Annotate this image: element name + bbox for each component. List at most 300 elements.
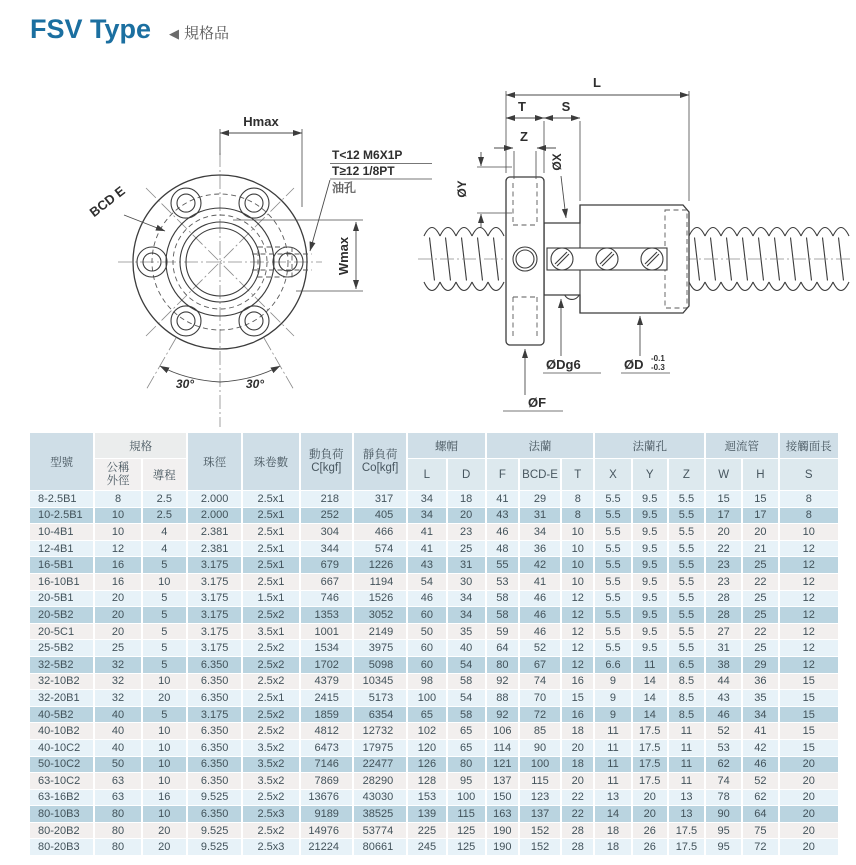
model-cell: 80-20B3: [30, 839, 93, 855]
value-cell: 2.5x2: [243, 674, 298, 690]
value-cell: 11: [669, 740, 704, 756]
model-cell: 20-5B2: [30, 607, 93, 623]
value-cell: 42: [520, 557, 560, 573]
value-cell: 126: [408, 757, 445, 773]
table-row: [30, 790, 838, 806]
value-cell: 32: [95, 690, 140, 706]
value-cell: 46: [487, 524, 518, 540]
value-cell: 15: [780, 740, 839, 756]
value-cell: 3.5x1: [243, 624, 298, 640]
value-cell: 137: [487, 773, 518, 789]
value-cell: 2.000: [188, 491, 241, 507]
value-cell: 1526: [354, 591, 406, 607]
value-cell: 46: [520, 607, 560, 623]
value-cell: 1226: [354, 557, 406, 573]
table-row: [30, 839, 838, 855]
value-cell: 95: [706, 823, 741, 839]
value-cell: 90: [706, 806, 741, 822]
value-cell: 58: [487, 607, 518, 623]
value-cell: 6.350: [188, 773, 241, 789]
value-cell: 46: [408, 591, 445, 607]
value-cell: 304: [301, 524, 352, 540]
dim-D: ØD: [624, 357, 644, 372]
value-cell: 12: [95, 541, 140, 557]
table-row: [30, 707, 838, 723]
model-cell: 16-10B1: [30, 574, 93, 590]
value-cell: 10: [143, 757, 186, 773]
value-cell: 10: [95, 524, 140, 540]
value-cell: 22: [743, 624, 777, 640]
model-cell: 8-2.5B1: [30, 491, 93, 507]
value-cell: 58: [448, 674, 485, 690]
col-model: 型號: [30, 433, 93, 490]
value-cell: 6.350: [188, 806, 241, 822]
value-cell: 5: [143, 640, 186, 656]
value-cell: 16: [95, 574, 140, 590]
value-cell: 7869: [301, 773, 352, 789]
value-cell: 53: [487, 574, 518, 590]
value-cell: 25: [448, 541, 485, 557]
value-cell: 41: [487, 491, 518, 507]
value-cell: 95: [706, 839, 741, 855]
value-cell: 15: [780, 674, 839, 690]
value-cell: 125: [448, 823, 485, 839]
colgroup-flange: 法蘭: [487, 433, 594, 458]
value-cell: 18: [562, 757, 593, 773]
value-cell: 8.5: [669, 674, 704, 690]
value-cell: 5.5: [669, 557, 704, 573]
value-cell: 100: [408, 690, 445, 706]
value-cell: 20: [633, 806, 667, 822]
value-cell: 41: [408, 541, 445, 557]
value-cell: 5.5: [669, 591, 704, 607]
value-cell: 35: [743, 690, 777, 706]
value-cell: 42: [743, 740, 777, 756]
value-cell: 88: [487, 690, 518, 706]
value-cell: 3.175: [188, 574, 241, 590]
value-cell: 16: [143, 790, 186, 806]
value-cell: 102: [408, 723, 445, 739]
oil-hole-note: [310, 148, 432, 251]
value-cell: 150: [487, 790, 518, 806]
table-row: [30, 757, 838, 773]
value-cell: 20: [143, 839, 186, 855]
oil-note-line1: T<12 M6X1P: [332, 148, 403, 162]
value-cell: 11: [669, 757, 704, 773]
drawing-svg: [0, 55, 856, 433]
value-cell: 218: [301, 491, 352, 507]
table-row: [30, 657, 838, 673]
value-cell: 5.5: [669, 640, 704, 656]
value-cell: 90: [520, 740, 560, 756]
angle-right-label: 30°: [245, 377, 265, 391]
value-cell: 12: [780, 541, 839, 557]
value-cell: 5: [143, 624, 186, 640]
value-cell: 62: [743, 790, 777, 806]
value-cell: 225: [408, 823, 445, 839]
value-cell: 100: [448, 790, 485, 806]
value-cell: 5.5: [595, 607, 630, 623]
value-cell: 1353: [301, 607, 352, 623]
page-header: [30, 14, 229, 45]
table-row: [30, 823, 838, 839]
front-view: [87, 114, 432, 427]
value-cell: 14: [633, 690, 667, 706]
value-cell: 20: [95, 624, 140, 640]
spec-table: [28, 432, 840, 856]
value-cell: 344: [301, 541, 352, 557]
value-cell: 11: [595, 757, 630, 773]
value-cell: 41: [743, 723, 777, 739]
table-row: [30, 607, 838, 623]
value-cell: 52: [520, 640, 560, 656]
value-cell: 9: [595, 707, 630, 723]
value-cell: 21224: [301, 839, 352, 855]
value-cell: 4: [143, 524, 186, 540]
value-cell: 20: [780, 790, 839, 806]
value-cell: 40: [95, 723, 140, 739]
value-cell: 2.5x2: [243, 707, 298, 723]
value-cell: 80661: [354, 839, 406, 855]
value-cell: 405: [354, 508, 406, 524]
value-cell: 54: [448, 657, 485, 673]
value-cell: 34: [408, 508, 445, 524]
value-cell: 5.5: [595, 557, 630, 573]
table-row: [30, 491, 838, 507]
value-cell: 2.5x2: [243, 790, 298, 806]
value-cell: 3.175: [188, 557, 241, 573]
value-cell: 1702: [301, 657, 352, 673]
value-cell: 9.5: [633, 491, 667, 507]
col-lead: 導程: [143, 459, 186, 490]
col-D: D: [448, 459, 485, 490]
value-cell: 12: [780, 557, 839, 573]
value-cell: 70: [520, 690, 560, 706]
model-cell: 25-5B2: [30, 640, 93, 656]
value-cell: 15: [780, 690, 839, 706]
value-cell: 5: [143, 607, 186, 623]
value-cell: 25: [743, 640, 777, 656]
value-cell: 20: [780, 839, 839, 855]
value-cell: 15: [780, 723, 839, 739]
value-cell: 15: [706, 491, 741, 507]
value-cell: 21: [743, 541, 777, 557]
model-cell: 32-10B2: [30, 674, 93, 690]
value-cell: 63: [95, 790, 140, 806]
value-cell: 6.350: [188, 657, 241, 673]
value-cell: 41: [520, 574, 560, 590]
value-cell: 65: [448, 740, 485, 756]
value-cell: 31: [520, 508, 560, 524]
value-cell: 15: [562, 690, 593, 706]
value-cell: 22: [562, 790, 593, 806]
value-cell: 13: [669, 806, 704, 822]
value-cell: 245: [408, 839, 445, 855]
model-cell: 80-10B3: [30, 806, 93, 822]
col-L: L: [408, 459, 445, 490]
value-cell: 3.5x2: [243, 773, 298, 789]
value-cell: 9.5: [633, 591, 667, 607]
value-cell: 2.381: [188, 541, 241, 557]
value-cell: 20: [780, 773, 839, 789]
value-cell: 2.5x3: [243, 806, 298, 822]
value-cell: 18: [595, 839, 630, 855]
value-cell: 20: [95, 591, 140, 607]
value-cell: 4379: [301, 674, 352, 690]
value-cell: 5.5: [669, 624, 704, 640]
value-cell: 34: [448, 607, 485, 623]
value-cell: 3.175: [188, 624, 241, 640]
value-cell: 54: [408, 574, 445, 590]
value-cell: 2.5: [143, 508, 186, 524]
value-cell: 120: [408, 740, 445, 756]
value-cell: 20: [562, 740, 593, 756]
model-cell: 80-20B2: [30, 823, 93, 839]
value-cell: 9: [595, 690, 630, 706]
value-cell: 14976: [301, 823, 352, 839]
value-cell: 80: [95, 806, 140, 822]
dim-D-tol-upper: -0.1: [651, 354, 665, 363]
value-cell: 60: [408, 607, 445, 623]
value-cell: 18: [448, 491, 485, 507]
value-cell: 38: [706, 657, 741, 673]
value-cell: 18: [562, 723, 593, 739]
value-cell: 11: [669, 723, 704, 739]
value-cell: 65: [448, 723, 485, 739]
value-cell: 17975: [354, 740, 406, 756]
value-cell: 5: [143, 657, 186, 673]
side-view: [418, 75, 853, 411]
dim-L: L: [593, 75, 601, 90]
value-cell: 1859: [301, 707, 352, 723]
table-row: [30, 624, 838, 640]
value-cell: 5.5: [595, 574, 630, 590]
oil-note-line3: 油孔: [332, 181, 357, 195]
value-cell: 22: [743, 574, 777, 590]
value-cell: 8: [562, 491, 593, 507]
value-cell: 12: [562, 607, 593, 623]
value-cell: 20: [743, 524, 777, 540]
value-cell: 12: [780, 640, 839, 656]
value-cell: 16: [562, 674, 593, 690]
model-cell: 63-10C2: [30, 773, 93, 789]
value-cell: 43: [706, 690, 741, 706]
value-cell: 11: [595, 773, 630, 789]
table-row: [30, 574, 838, 590]
value-cell: 5.5: [669, 508, 704, 524]
model-cell: 32-5B2: [30, 657, 93, 673]
value-cell: 12732: [354, 723, 406, 739]
col-Y: Y: [633, 459, 667, 490]
table-row: [30, 723, 838, 739]
value-cell: 6.350: [188, 723, 241, 739]
dim-Z: Z: [520, 129, 528, 144]
value-cell: 6.6: [595, 657, 630, 673]
table-row: [30, 591, 838, 607]
value-cell: 6473: [301, 740, 352, 756]
value-cell: 17.5: [633, 740, 667, 756]
value-cell: 3.175: [188, 640, 241, 656]
dim-Dg6: ØDg6: [546, 357, 581, 372]
table-row: [30, 773, 838, 789]
value-cell: 20: [780, 806, 839, 822]
value-cell: 2.5x2: [243, 657, 298, 673]
value-cell: 29: [520, 491, 560, 507]
spec-table-wrap: [28, 432, 840, 856]
model-cell: 40-10B2: [30, 723, 93, 739]
value-cell: 78: [706, 790, 741, 806]
flange-plate: [506, 177, 544, 345]
value-cell: 10: [562, 541, 593, 557]
value-cell: 31: [448, 557, 485, 573]
value-cell: 190: [487, 839, 518, 855]
value-cell: 8.5: [669, 707, 704, 723]
table-body: [30, 491, 838, 855]
value-cell: 72: [520, 707, 560, 723]
value-cell: 92: [487, 674, 518, 690]
value-cell: 5: [143, 557, 186, 573]
value-cell: 10: [143, 773, 186, 789]
value-cell: 41: [408, 524, 445, 540]
value-cell: 46: [520, 624, 560, 640]
value-cell: 60: [408, 657, 445, 673]
value-cell: 2.5x1: [243, 557, 298, 573]
value-cell: 25: [743, 557, 777, 573]
value-cell: 25: [95, 640, 140, 656]
value-cell: 5: [143, 707, 186, 723]
value-cell: 746: [301, 591, 352, 607]
value-cell: 20: [143, 690, 186, 706]
value-cell: 63: [95, 773, 140, 789]
bcd-label: BCD E: [86, 183, 128, 220]
table-row: [30, 541, 838, 557]
value-cell: 2.5x1: [243, 491, 298, 507]
dim-X: ØX: [550, 153, 564, 171]
value-cell: 2.000: [188, 508, 241, 524]
page-subtitle-label: 規格品: [184, 25, 230, 42]
value-cell: 34: [448, 591, 485, 607]
value-cell: 679: [301, 557, 352, 573]
value-cell: 3975: [354, 640, 406, 656]
value-cell: 10345: [354, 674, 406, 690]
value-cell: 22477: [354, 757, 406, 773]
dim-D-tol-lower: -0.3: [651, 363, 665, 372]
col-ball-circuits: 珠卷數: [243, 433, 298, 490]
value-cell: 23: [706, 574, 741, 590]
table-row: [30, 557, 838, 573]
value-cell: 5.5: [595, 591, 630, 607]
value-cell: 58: [448, 707, 485, 723]
value-cell: 190: [487, 823, 518, 839]
value-cell: 28: [706, 591, 741, 607]
value-cell: 5.5: [669, 491, 704, 507]
model-cell: 16-5B1: [30, 557, 93, 573]
value-cell: 10: [143, 674, 186, 690]
value-cell: 50: [408, 624, 445, 640]
value-cell: 25: [743, 607, 777, 623]
value-cell: 10: [562, 524, 593, 540]
value-cell: 12: [562, 657, 593, 673]
value-cell: 3.175: [188, 707, 241, 723]
value-cell: 40: [448, 640, 485, 656]
value-cell: 4: [143, 541, 186, 557]
value-cell: 5.5: [669, 574, 704, 590]
value-cell: 43: [487, 508, 518, 524]
value-cell: 54: [448, 690, 485, 706]
value-cell: 9.5: [633, 524, 667, 540]
col-BCD-E: BCD-E: [520, 459, 560, 490]
value-cell: 34: [520, 524, 560, 540]
value-cell: 2.5x3: [243, 839, 298, 855]
col-static-load: 靜負荷 Co[kgf]: [354, 433, 406, 490]
value-cell: 30: [448, 574, 485, 590]
value-cell: 16: [95, 557, 140, 573]
value-cell: 8: [562, 508, 593, 524]
value-cell: 20: [143, 823, 186, 839]
value-cell: 17.5: [633, 757, 667, 773]
table-row: [30, 640, 838, 656]
model-cell: 40-5B2: [30, 707, 93, 723]
value-cell: 2.5: [143, 491, 186, 507]
value-cell: 2.5x1: [243, 541, 298, 557]
colgroup-nut: 螺帽: [408, 433, 484, 458]
model-cell: 10-4B1: [30, 524, 93, 540]
value-cell: 20: [780, 823, 839, 839]
value-cell: 5173: [354, 690, 406, 706]
hmax-label: Hmax: [243, 114, 279, 129]
value-cell: 466: [354, 524, 406, 540]
value-cell: 40: [95, 740, 140, 756]
value-cell: 6.350: [188, 757, 241, 773]
value-cell: 100: [520, 757, 560, 773]
value-cell: 17.5: [633, 723, 667, 739]
col-H: H: [743, 459, 777, 490]
value-cell: 2.5x1: [243, 508, 298, 524]
value-cell: 10: [562, 574, 593, 590]
value-cell: 85: [520, 723, 560, 739]
value-cell: 3.5x2: [243, 740, 298, 756]
value-cell: 128: [408, 773, 445, 789]
value-cell: 14: [633, 707, 667, 723]
value-cell: 2.5x2: [243, 640, 298, 656]
value-cell: 32: [95, 674, 140, 690]
value-cell: 14: [595, 806, 630, 822]
value-cell: 36: [743, 674, 777, 690]
value-cell: 9.5: [633, 541, 667, 557]
value-cell: 17.5: [669, 823, 704, 839]
value-cell: 10: [143, 723, 186, 739]
value-cell: 58: [487, 591, 518, 607]
value-cell: 115: [448, 806, 485, 822]
value-cell: 5.5: [669, 607, 704, 623]
value-cell: 74: [706, 773, 741, 789]
model-cell: 20-5B1: [30, 591, 93, 607]
value-cell: 26: [633, 839, 667, 855]
value-cell: 92: [487, 707, 518, 723]
value-cell: 11: [595, 740, 630, 756]
value-cell: 137: [520, 806, 560, 822]
value-cell: 15: [743, 491, 777, 507]
value-cell: 25: [743, 591, 777, 607]
value-cell: 13: [669, 790, 704, 806]
value-cell: 80: [95, 823, 140, 839]
value-cell: 8: [95, 491, 140, 507]
value-cell: 8: [780, 491, 839, 507]
value-cell: 36: [520, 541, 560, 557]
value-cell: 3.5x2: [243, 757, 298, 773]
dim-Y: ØY: [455, 180, 469, 198]
col-S: S: [780, 459, 839, 490]
